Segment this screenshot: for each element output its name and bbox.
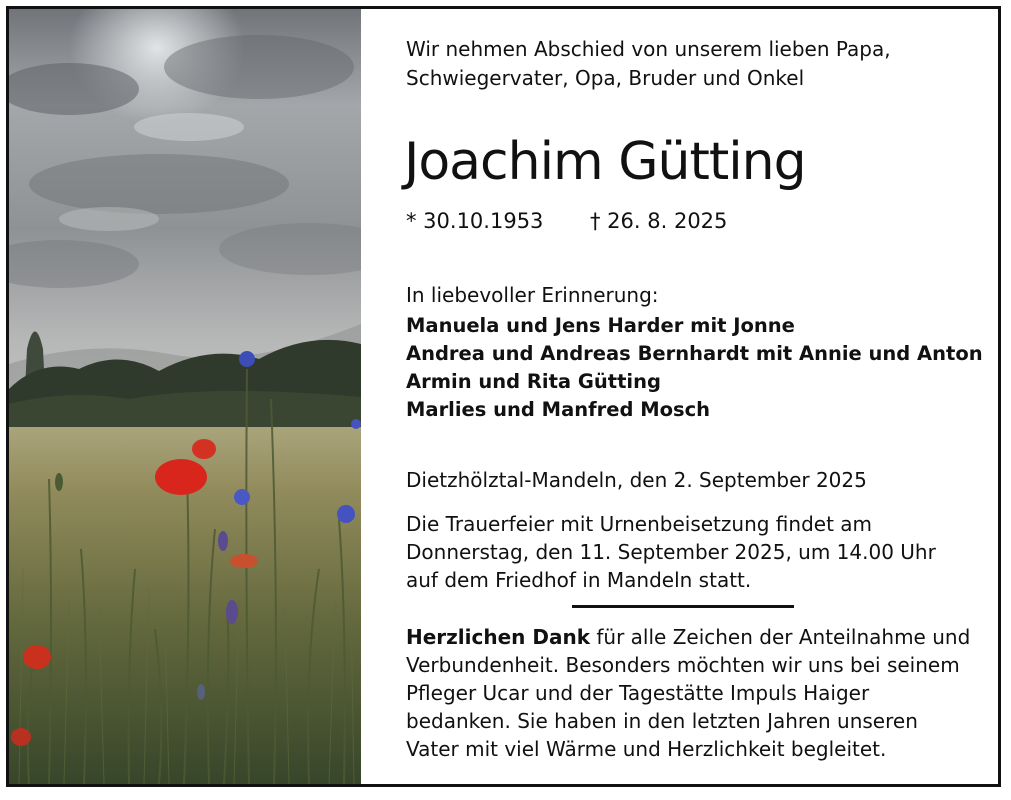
thanks-first-line (406, 623, 996, 651)
place-and-date: Dietzhölztal-Mandeln, den 2. September 2025 (406, 468, 867, 492)
death-date: † 26. 8. 2025 (590, 209, 728, 233)
intro-text: Wir nehmen Abschied von unserem lieben Papa, Schwiegervater, Opa, Bruder und Onkel (406, 37, 891, 90)
mourner-item: Armin und Rita Gütting (406, 370, 661, 393)
mourner-item: Manuela und Jens Harder mit Jonne (406, 314, 795, 337)
life-dates (406, 207, 727, 235)
meadow-photo (9, 9, 361, 784)
thanks-heading: Herzlichen Dank (406, 625, 591, 649)
mourners-list (406, 312, 983, 424)
thanks-text (406, 623, 996, 763)
notice-text (406, 9, 996, 784)
memory-label: In liebevoller Erinnerung: (406, 283, 659, 307)
birth-date: * 30.10.1953 (406, 209, 544, 233)
meadow-photo-illustration (9, 9, 361, 784)
funeral-details: Die Trauerfeier mit Urnenbeisetzung findet am Donnerstag, den 11. September 2025, um 14.00 Uhr auf dem Friedhof in Mandeln statt. (406, 512, 936, 592)
mourner-item: Marlies und Manfred Mosch (406, 398, 711, 421)
thanks-body: Verbundenheit. Besonders möchten wir uns bei seinem Pfleger Ucar und der Tagestätte Impuls Haiger bedanken. Sie haben in den letzten Jahren unseren Vater mit viel Wärme und Herzlichkeit begleitet. (406, 653, 960, 761)
deceased-name: Joachim Gütting (404, 132, 806, 192)
obituary-notice (6, 6, 1001, 787)
divider-line (572, 605, 794, 608)
mourner-item: Andrea und Andreas Bernhardt mit Annie und Anton (406, 342, 983, 365)
thanks-intro: für alle Zeichen der Anteilnahme und (590, 625, 971, 649)
